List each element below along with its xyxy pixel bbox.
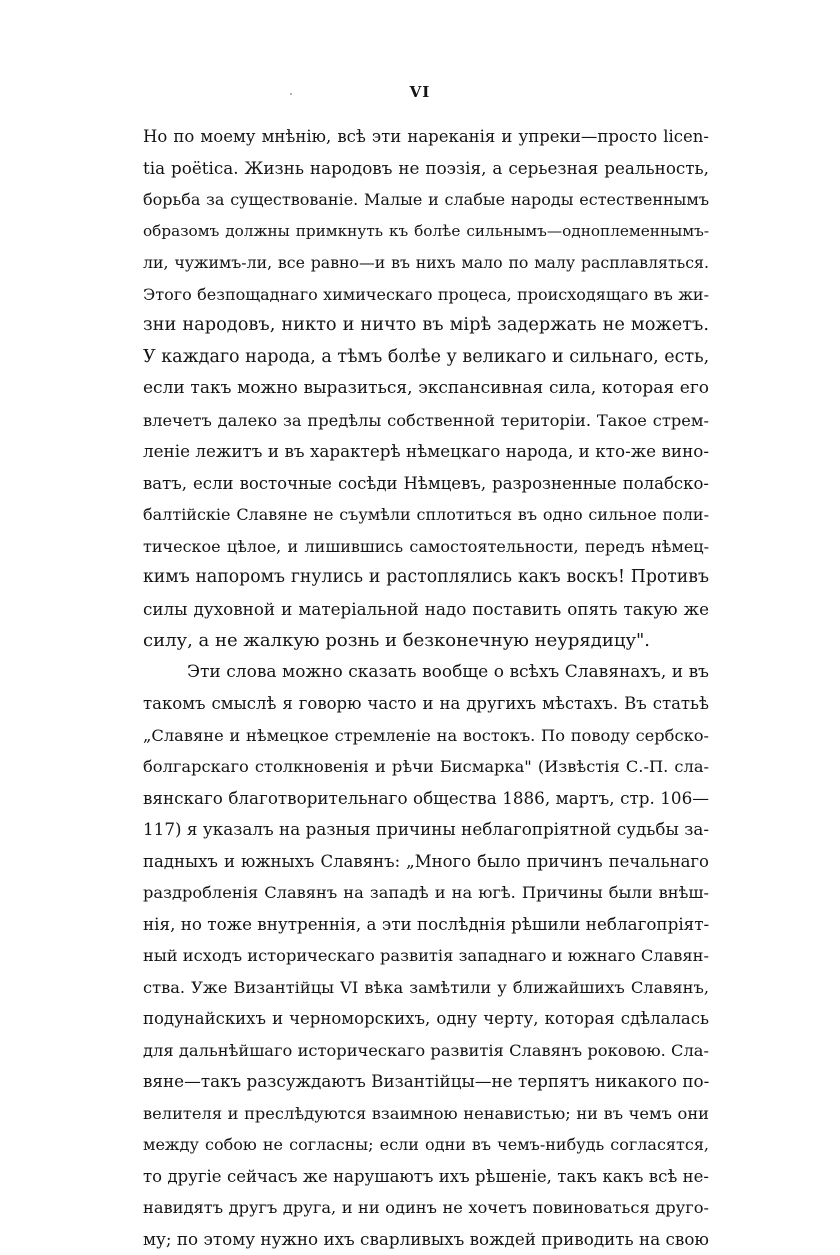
text-line: ства. Уже Византійцы VI вѣка замѣтили у ближайшихъ Славянъ, — [143, 972, 709, 1004]
text-line: влечетъ далеко за предѣлы собственной територіи. Такое стрем- — [143, 405, 709, 437]
text-line: зни народовъ, никто и ничто въ мірѣ задержать не можетъ. — [143, 310, 709, 342]
text-line: борьба за существованіе. Малые и слабые народы естественнымъ — [143, 184, 709, 216]
text-line: велителя и преслѣдуются взаимною ненавистью; ни въ чемъ они — [143, 1098, 709, 1130]
text-line: Но по моему мнѣнію, всѣ эти нареканія и упреки—просто licen- — [143, 121, 709, 153]
paragraph-first-line: Эти слова можно сказать вообще о всѣхъ Славянахъ, и въ — [143, 657, 709, 689]
text-line: такомъ смыслѣ я говорю часто и на другихъ мѣстахъ. Въ статьѣ — [143, 688, 709, 720]
text-line: tia poëtica. Жизнь народовъ не поэзія, а серьезная реальность, — [143, 153, 709, 185]
text-line: балтійскіе Славяне не съумѣли сплотиться въ одно сильное поли- — [143, 499, 709, 531]
text-line: нія, но тоже внутреннія, а эти послѣднія рѣшили неблагопріят- — [143, 909, 709, 941]
text-line: му; по этому нужно ихъ сварливыхъ вождей приводить на свою — [143, 1224, 709, 1255]
text-line: У каждаго народа, а тѣмъ болѣе у великаго и сильнаго, есть, — [143, 342, 709, 374]
text-line: между собою не согласны; если одни въ чемъ-нибудь согласятся, — [143, 1129, 709, 1161]
text-line: тическое цѣлое, и лишившись самостоятельности, передъ нѣмец- — [143, 531, 709, 563]
body-text — [143, 121, 709, 1255]
text-line: если такъ можно выразиться, экспансивная сила, которая его — [143, 373, 709, 405]
page-number: VI — [0, 83, 840, 101]
text-line: леніе лежитъ и въ характерѣ нѣмецкаго народа, и кто-же вино- — [143, 436, 709, 468]
text-line: Этого безпощаднаго химическаго процеса, происходящаго въ жи- — [143, 279, 709, 311]
text-line: 117) я указалъ на разныя причины неблагопріятной судьбы за- — [143, 814, 709, 846]
text-line: болгарскаго столкновенія и рѣчи Бисмарка" (Извѣстія С.-П. сла- — [143, 751, 709, 783]
text-line: для дальнѣйшаго историческаго развитія Славянъ роковою. Сла- — [143, 1035, 709, 1067]
text-line: падныхъ и южныхъ Славянъ: „Много было причинъ печальнаго — [143, 846, 709, 878]
text-line: образомъ должны примкнуть къ болѣе сильнымъ—одноплеменнымъ- — [143, 216, 709, 248]
text-line: ли, чужимъ-ли, все равно—и въ нихъ мало по малу расплавляться. — [143, 247, 709, 279]
text-line: вянскаго благотворительнаго общества 1886, мартъ, стр. 106— — [143, 783, 709, 815]
text-line: то другіе сейчасъ же нарушаютъ ихъ рѣшеніе, такъ какъ всѣ не- — [143, 1161, 709, 1193]
paragraph-end-line: силу, а не жалкую рознь и безконечную неурядицу". — [143, 625, 709, 657]
text-line: раздробленія Славянъ на западѣ и на югѣ. Причины были внѣш- — [143, 877, 709, 909]
text-line: подунайскихъ и черноморскихъ, одну черту, которая сдѣлалась — [143, 1003, 709, 1035]
text-line: „Славяне и нѣмецкое стремленіе на востокъ. По поводу сербско- — [143, 720, 709, 752]
text-line: ватъ, если восточные сосѣди Нѣмцевъ, разрозненные полабско- — [143, 468, 709, 500]
text-line: силы духовной и матеріальной надо поставить опять такую же — [143, 594, 709, 626]
text-line: вяне—такъ разсуждаютъ Византійцы—не терпятъ никакого по- — [143, 1066, 709, 1098]
text-line: ный исходъ историческаго развитія западнаго и южнаго Славян- — [143, 940, 709, 972]
text-line: навидятъ другъ друга, и ни одинъ не хочетъ повиноваться друго- — [143, 1192, 709, 1224]
text-line: кимъ напоромъ гнулись и растоплялись какъ воскъ! Противъ — [143, 562, 709, 594]
